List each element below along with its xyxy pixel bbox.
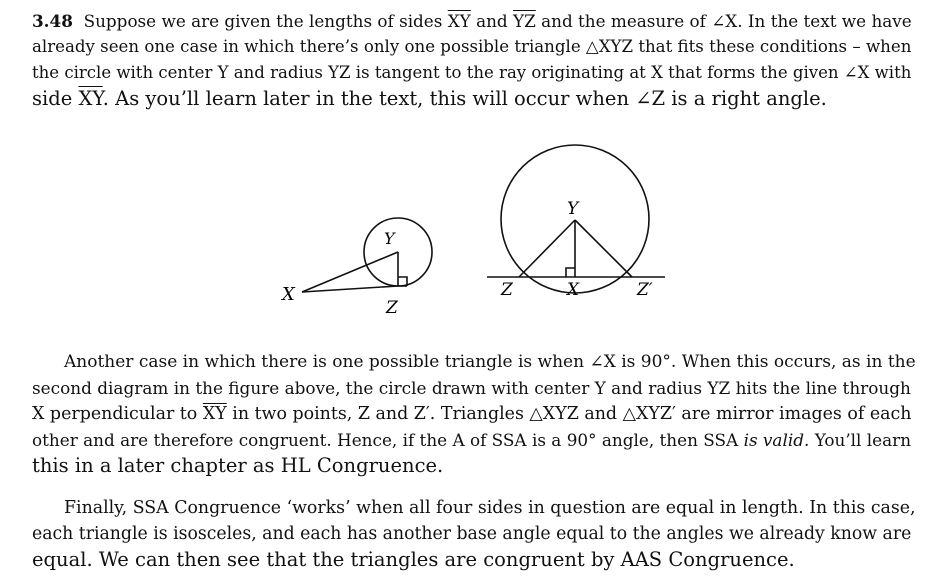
- segment-xy: $\overline{XY}$: [447, 11, 471, 31]
- problem-line-1: 3.48 Suppose we are given the lengths of sides $\overline{XY}$ and $\overline{YZ}$ and the measure of ∠X. In the text we have: [32, 11, 912, 31]
- left-diagram: [302, 218, 432, 292]
- problem-line-4: side $\overline{XY}$. As you’ll learn later in the text, this will occur when ∠Z is a right angle.: [32, 87, 827, 110]
- segment-yz: $\overline{YZ}$: [513, 11, 536, 31]
- segment-xy: $\overline{XY}$: [202, 404, 227, 424]
- para3-line-3: equal. We can then see that the triangles are congruent by AAS Congruence.: [32, 548, 795, 571]
- para3-line-2: each triangle is isosceles, and each has another base angle equal to the angles we already know are: [32, 524, 912, 544]
- para3-line-1: Finally, SSA Congruence ‘works’ when all four sides in question are equal in length. In this case,: [64, 498, 916, 518]
- paragraph-2: [32, 349, 916, 479]
- right-label-x: X: [567, 280, 580, 300]
- emphasis-valid: is valid: [743, 430, 805, 450]
- para2-line-4: other and are therefore congruent. Hence, if the A of SSA is a 90° angle, then SSA is valid. You’ll learn: [32, 430, 912, 450]
- paragraph-3: [32, 495, 916, 573]
- problem-line-3: the circle with center Y and radius YZ is tangent to the ray originating at X that forms the given ∠X with: [32, 63, 912, 82]
- segment-xy: $\overline{XY}$: [78, 87, 103, 110]
- segment-xy-left: [302, 252, 398, 292]
- segment-yzp: [575, 220, 632, 277]
- right-diagram: [487, 145, 665, 293]
- para2-line-5: this in a later chapter as HL Congruence.: [32, 454, 444, 477]
- right-label-y: Y: [567, 199, 579, 219]
- problem-number: 3.48: [32, 11, 73, 31]
- left-label-z: Z: [386, 298, 398, 318]
- right-label-z: Z: [501, 280, 513, 300]
- left-label-x: X: [282, 284, 295, 305]
- segment-xz: [302, 286, 398, 292]
- para2-line-2: second diagram in the figure above, the circle drawn with center Y and radius YZ hits the line through: [32, 378, 911, 398]
- problem-line-2: already seen one case in which there’s only one possible triangle △XYZ that fits these conditions – when: [32, 37, 912, 56]
- para2-line-3: X perpendicular to $\overline{XY}$ in two points, Z and Z′. Triangles △XYZ and △XYZ′ are mirror images of each: [32, 404, 912, 424]
- para2-line-1: Another case in which there is one possible triangle is when ∠X is 90°. When this occurs, as in the: [64, 352, 916, 372]
- left-label-y: Y: [384, 229, 395, 248]
- right-label-zprime: Z′: [637, 280, 653, 300]
- right-angle-mark-x: [566, 268, 575, 277]
